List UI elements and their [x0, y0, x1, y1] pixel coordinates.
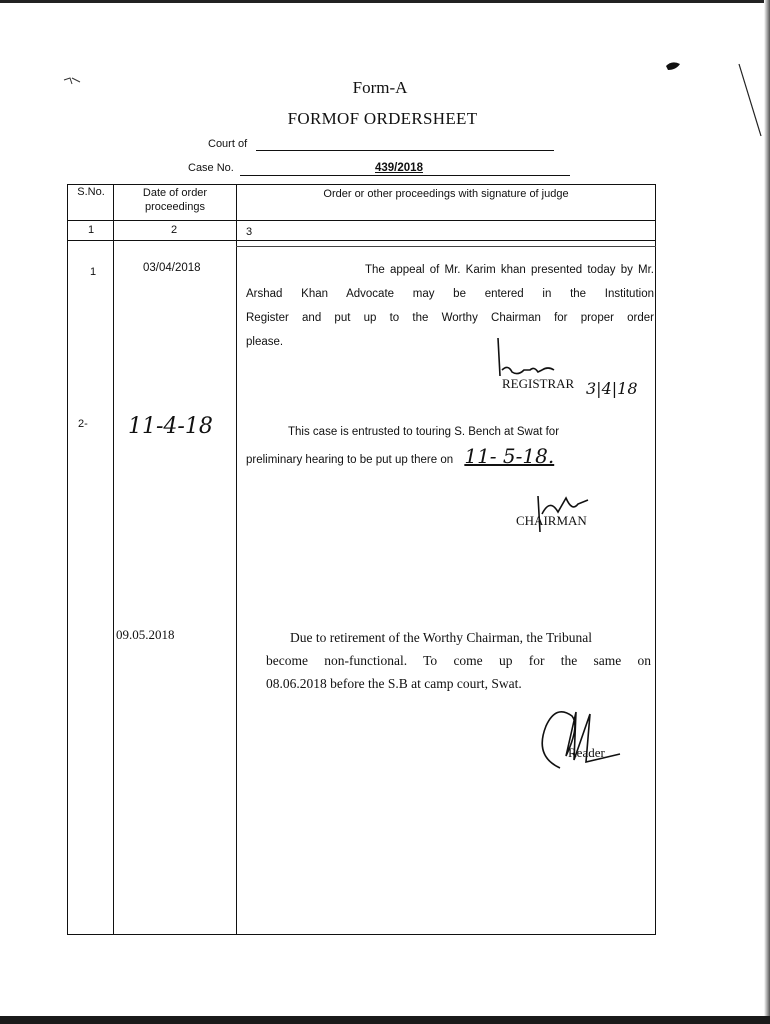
entry-1-line-4: please.	[246, 336, 284, 348]
colnum-divider-faint	[236, 246, 656, 247]
column-number-1: 1	[88, 224, 95, 236]
entry-3-line-1: Due to retirement of the Worthy Chairman, the Tribunal	[290, 630, 592, 645]
scan-edge-right	[764, 0, 770, 1024]
entry-1-order	[246, 258, 654, 354]
court-field-line	[256, 150, 554, 151]
entry-3-date: 09.05.2018	[116, 627, 175, 642]
column-number-3: 3	[246, 226, 253, 238]
entry-2-sno: 2-	[78, 418, 88, 430]
case-number: 439/2018	[375, 162, 423, 174]
case-field-line	[240, 175, 570, 176]
court-label: Court of	[208, 138, 248, 150]
entry-2-line-2-wrap	[246, 444, 656, 472]
page-title: FORMOF ORDERSHEET	[287, 109, 478, 128]
entry-1-line-2: Arshad Khan Advocate may be entered in the Institution	[246, 288, 654, 300]
entry-2-line-1: This case is entrusted to touring S. Bench at Swat for	[288, 426, 560, 438]
entry-2-order	[246, 420, 656, 472]
colnum-divider	[67, 240, 656, 241]
column-divider-2	[236, 184, 237, 935]
column-divider-1	[113, 184, 114, 935]
entry-2-hearing-date: 11- 5-18.	[464, 444, 555, 468]
entry-1-sno: 1	[90, 266, 97, 278]
entry-1-signature-label: REGISTRAR	[502, 376, 575, 391]
header-sno: S.No.	[77, 186, 105, 198]
entry-2-line-2: preliminary hearing to be put up there on	[246, 454, 454, 466]
scan-edge-top	[0, 0, 770, 3]
entry-1-date: 03/04/2018	[143, 262, 201, 274]
entry-3-line-2: become non-functional. To come up for the same on	[266, 653, 651, 668]
scan-edge-bottom	[0, 1016, 770, 1024]
case-label: Case No.	[188, 162, 234, 174]
column-number-2: 2	[171, 224, 178, 236]
header-date: Date of order proceedings	[142, 187, 208, 213]
entry-1-line-3: Register and put up to the Worthy Chairman for proper order	[246, 312, 654, 324]
header-divider	[67, 220, 656, 221]
scan-mark-top-right	[662, 58, 686, 74]
scan-mark-top-left	[60, 70, 90, 90]
entry-3-line-3: 08.06.2018 before the S.B at camp court, Swat.	[266, 676, 522, 691]
header-order: Order or other proceedings with signature of judge	[323, 188, 569, 200]
entry-3-order	[266, 626, 651, 695]
entry-3-signature-label: Reader	[568, 745, 605, 760]
entry-1-line-1: The appeal of Mr. Karim khan presented today by Mr.	[364, 264, 654, 276]
reader-signature-icon	[530, 696, 640, 780]
entry-2-signature-label: CHAIRMAN	[516, 513, 587, 528]
entry-1-signature-date: 3|4|18	[586, 379, 638, 398]
entry-2-date: 11-4-18	[128, 414, 213, 439]
scan-mark-right-edge	[735, 60, 765, 140]
form-label: Form-A	[352, 78, 408, 97]
